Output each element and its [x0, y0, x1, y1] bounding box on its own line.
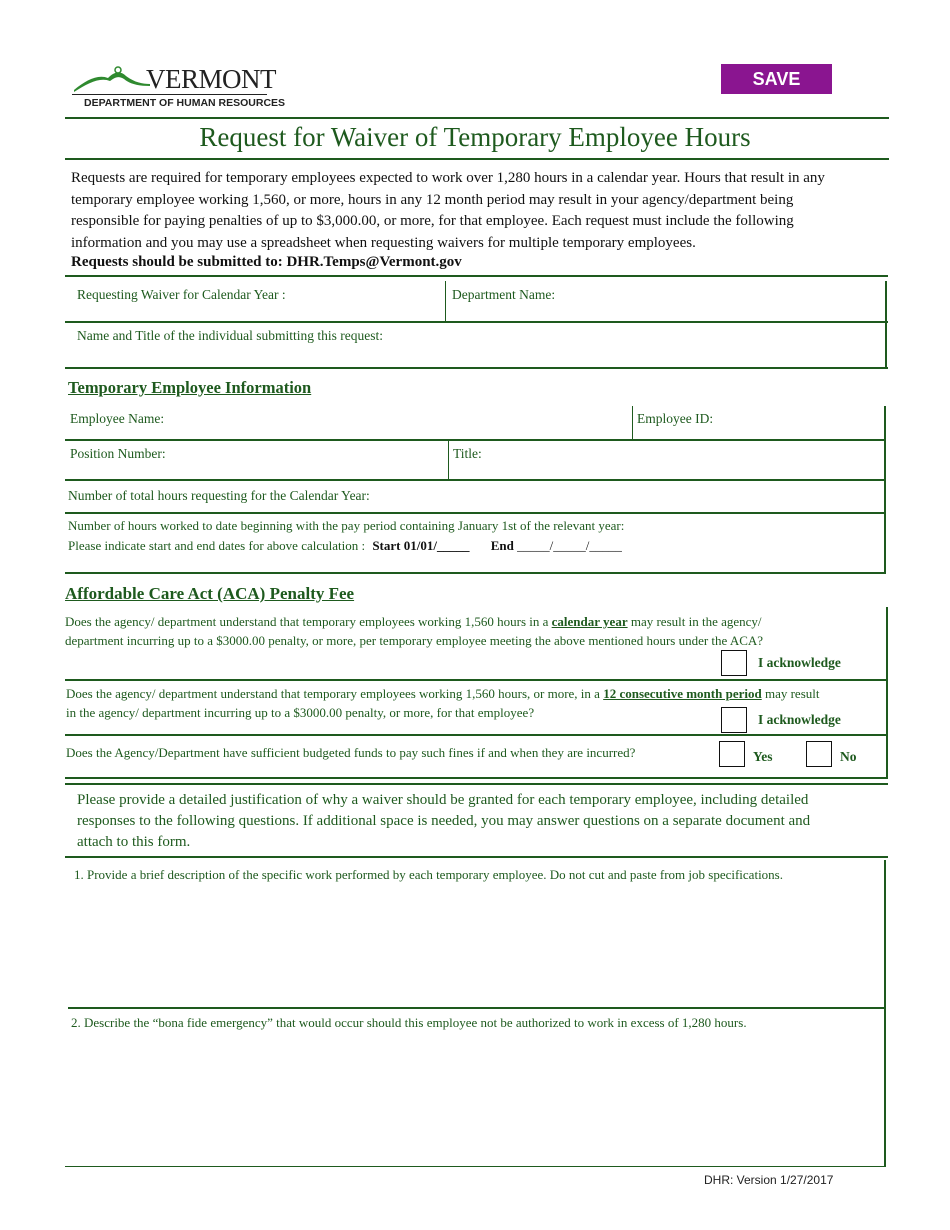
acknowledge-checkbox-1[interactable] [721, 650, 747, 676]
end-date[interactable]: _____/_____/_____ [517, 538, 622, 553]
calendar-year-input[interactable] [300, 282, 444, 314]
yes-checkbox[interactable] [719, 741, 745, 767]
aca-question-2: Does the agency/ department understand that temporary employees working 1,560 hours, or more, in a 12 consecutive month period may result in the agency/ department incurring up to a $3000.00 penalty, or more, for that employee? [66, 686, 820, 720]
position-number-input[interactable] [175, 442, 444, 478]
total-hours-label: Number of total hours requesting for the Calendar Year: [68, 488, 370, 503]
acknowledge-label-2: I acknowledge [758, 712, 841, 727]
employee-id-input[interactable] [720, 406, 884, 438]
end-label: End [490, 538, 514, 553]
position-number-label: Position Number: [70, 446, 166, 461]
aca-question-3: Does the Agency/Department have sufficient budgeted funds to pay such fines if and when they are incurred? [66, 745, 636, 760]
title-input[interactable] [490, 442, 884, 478]
name-title-label: Name and Title of the individual submitting this request: [77, 328, 383, 343]
logo-name: VERMONT [146, 64, 276, 94]
total-hours-input[interactable] [390, 484, 884, 512]
employee-name-input[interactable] [170, 406, 629, 438]
department-name-input[interactable] [560, 282, 884, 314]
start-date[interactable]: Start 01/01/_____ [372, 538, 470, 553]
mountain-logo-icon [72, 64, 152, 94]
save-button[interactable]: SAVE [721, 64, 832, 94]
page-title: Request for Waiver of Temporary Employee Hours [199, 122, 751, 152]
temp-employee-heading: Temporary Employee Information [68, 378, 312, 397]
acknowledge-label-1: I acknowledge [758, 655, 841, 670]
question-2-label: 2. Describe the “bona fide emergency” that would occur should this employee not be authorized to work in excess of 1,280 hours. [71, 1015, 747, 1030]
employee-id-label: Employee ID: [637, 411, 714, 426]
acknowledge-checkbox-2[interactable] [721, 707, 747, 733]
aca-heading: Affordable Care Act (ACA) Penalty Fee [65, 584, 355, 603]
title-label: Title: [453, 446, 482, 461]
date-range-row: Please indicate start and end dates for above calculation : Start 01/01/_____ End _____/_____/_____ [68, 538, 622, 553]
department-name-label: Department Name: [452, 287, 556, 302]
name-title-input[interactable] [400, 324, 884, 366]
logo-dept: DEPARTMENT OF HUMAN RESOURCES [84, 97, 286, 109]
question-1-label: 1. Provide a brief description of the specific work performed by each temporary employee. Do not cut and paste from job specifications. [74, 867, 783, 882]
no-checkbox[interactable] [806, 741, 832, 767]
hours-worked-label: Number of hours worked to date beginning with the pay period containing January 1st of the relevant year: [68, 518, 625, 533]
justification-text: Please provide a detailed justification of why a waiver should be granted for each temporary employee, including detailed responses to the following questions. If additional space is needed, you may answer questions on a separate document and attach to this form. [77, 792, 811, 850]
question-1-answer[interactable] [70, 888, 884, 1004]
intro-text: Requests are required for temporary employees expected to work over 1,280 hours in a calendar year. Hours that result in any temporary employee working 1,560, or more, hours in any 12 month period may result in your agency/department being responsible for paying penalties of up to $3,000.00, or more, for that employee. Each request must include the following information and you may use a spreadsheet when requesting waivers for multiple temporary employees. [71, 170, 825, 251]
vermont-logo [72, 64, 286, 112]
question-2-answer[interactable] [70, 1036, 884, 1165]
employee-name-label: Employee Name: [70, 411, 165, 426]
submit-instruction: Requests should be submitted to: DHR.Temps@Vermont.gov [71, 254, 462, 270]
calendar-year-label: Requesting Waiver for Calendar Year : [77, 287, 286, 302]
version-label: DHR: Version 1/27/2017 [704, 1173, 834, 1187]
aca-question-1: Does the agency/ department understand that temporary employees working 1,560 hours in a calendar year may result in the agency/ department incurring up to a $3000.00 penalty, or more, per temporary employee meeting the above mentioned hours under the ACA? [65, 614, 764, 648]
yes-label: Yes [753, 749, 773, 764]
no-label: No [840, 749, 857, 764]
